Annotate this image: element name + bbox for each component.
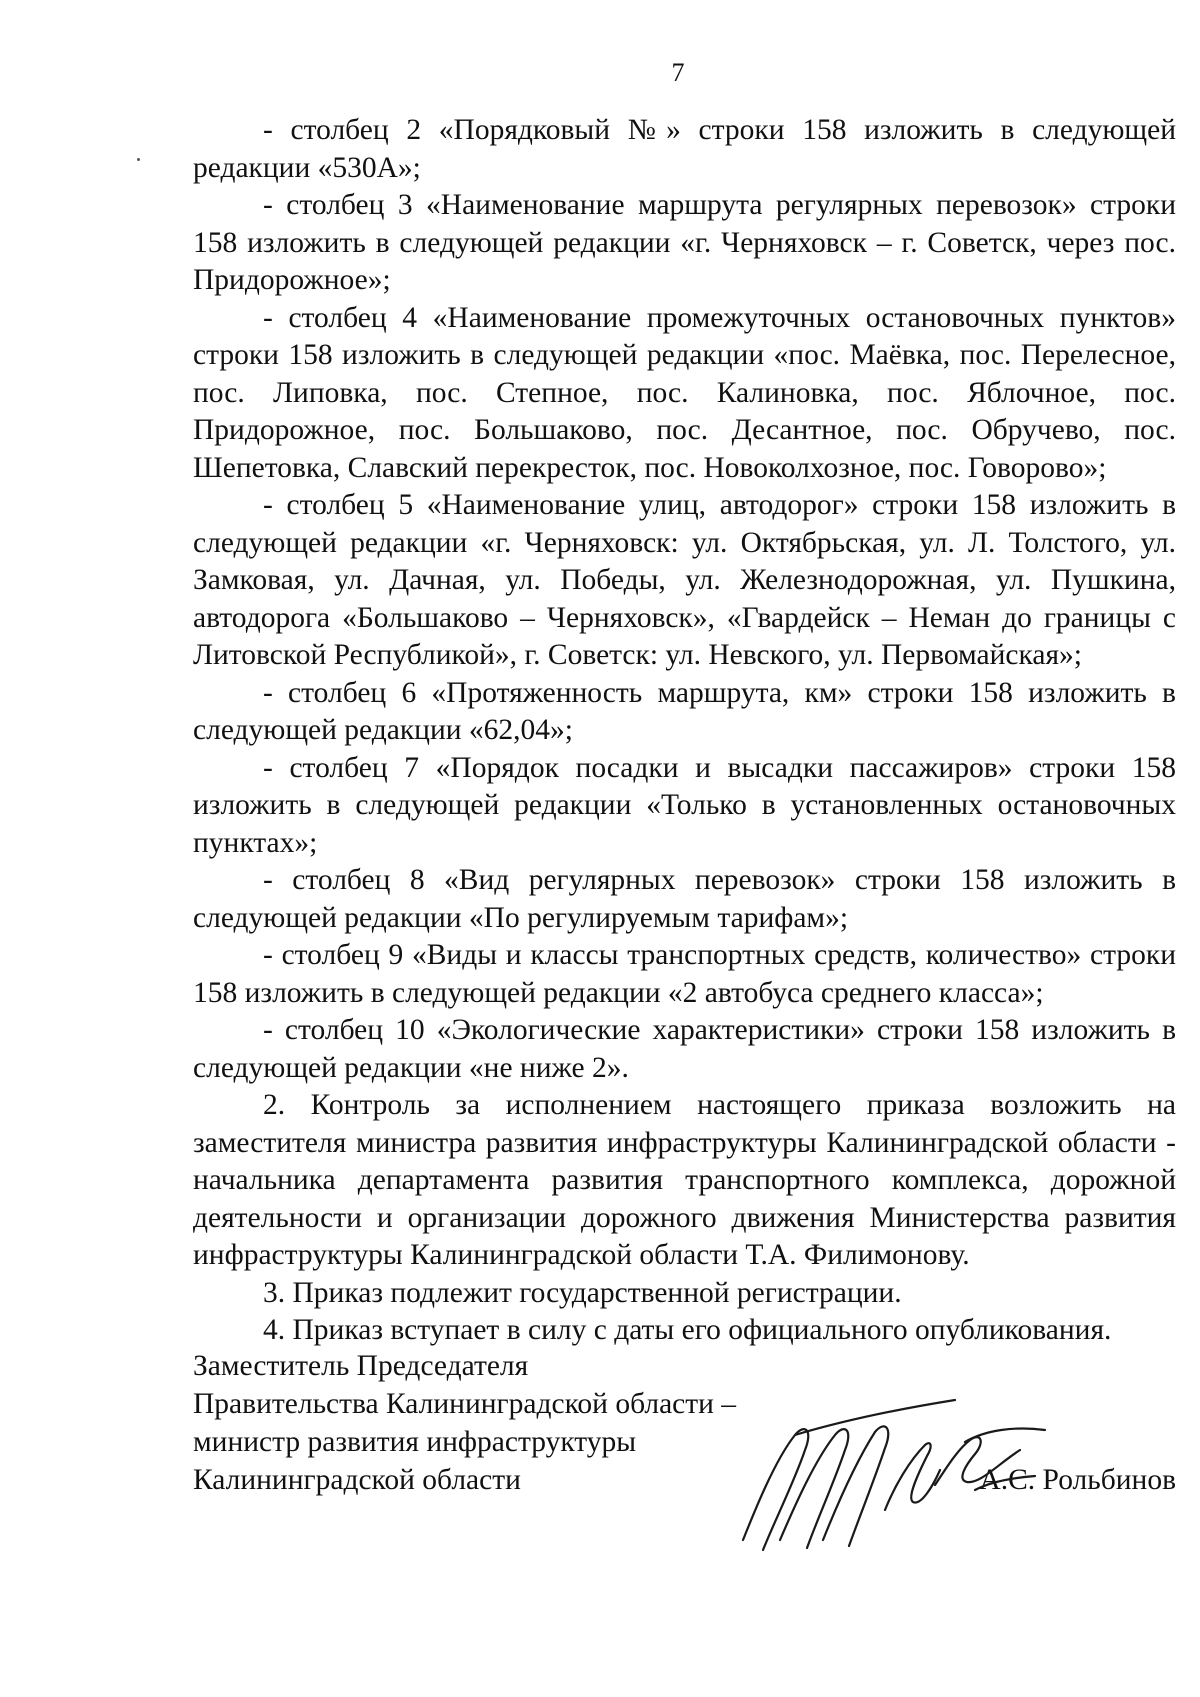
document-body xyxy=(193,112,1176,1350)
paragraph-item-3-registration: 3. Приказ подлежит государственной регистрации. xyxy=(263,1276,902,1309)
paragraph-column-8: - столбец 8 «Вид регулярных перевозок» строки 158 изложить в следующей редакции «По регулируемым тарифам»; xyxy=(193,864,1176,934)
signatory-position-line: министр развития инфраструктуры xyxy=(193,1426,637,1458)
signatory-position xyxy=(193,1347,736,1499)
signatory-position-line: Правительства Калининградской области – xyxy=(193,1388,737,1420)
paragraph-column-2: - столбец 2 «Порядковый №» строки 158 изложить в следующей редакции «530А»; xyxy=(193,114,1176,184)
signatory-name: А.С. Рольбинов xyxy=(979,1464,1176,1496)
paragraph-column-3: - столбец 3 «Наименование маршрута регулярных перевозок» строки 158 изложить в следующей редакции «г. Черняховск – г. Советск, через пос. Придорожное»; xyxy=(193,189,1176,296)
page-number: 7 xyxy=(671,58,685,87)
paragraph-column-5: - столбец 5 «Наименование улиц, автодорог» строки 158 изложить в следующей редакции «г. Черняховск: ул. Октябрьская, ул. Л. Толстого, ул. Замковая, ул. Дачная, ул. Победы, ул. Железнодорожная, ул. Пушкина, автодорога «Большаково – Черняховск», «Гвардейск – Неман до границы с Литовской Республикой», г. Советск: ул. Невского, ул. Первомайская»; xyxy=(193,489,1176,671)
paragraph-column-10: - столбец 10 «Экологические характеристики» строки 158 изложить в следующей редакции «не ниже 2». xyxy=(193,1014,1176,1084)
paragraph-column-7: - столбец 7 «Порядок посадки и высадки пассажиров» строки 158 изложить в следующей редакции «Только в установленных остановочных пунктах»; xyxy=(193,751,1176,859)
paragraph-column-4: - столбец 4 «Наименование промежуточных остановочных пунктов» строки 158 изложить в следующей редакции «пос. Маёвка, пос. Перелесное, пос. Липовка, пос. Степное, пос. Калиновка, пос. Яблочное, пос. Придорожное, пос. Большаково, пос. Десантное, пос. Обручево, пос. Шепетовка, Славский перекресток, пос. Новоколхозное, пос. Говорово»; xyxy=(193,301,1176,484)
paragraph-item-4-effective: 4. Приказ вступает в силу с даты его официального опубликования. xyxy=(263,1314,1112,1346)
signatory-position-line: Заместитель Председателя xyxy=(193,1350,529,1382)
paragraph-column-6: - столбец 6 «Протяженность маршрута, км» строки 158 изложить в следующей редакции «62,04»; xyxy=(193,676,1176,746)
scan-speck xyxy=(137,158,140,161)
signatory-position-line: Калининградской области xyxy=(193,1464,521,1496)
paragraph-column-9: - столбец 9 «Виды и классы транспортных средств, количество» строки 158 изложить в следующей редакции «2 автобуса среднего класса»; xyxy=(193,939,1176,1009)
paragraph-item-2-control: 2. Контроль за исполнением настоящего приказа возложить на заместителя министра развития инфраструктуры Калининградской области - начальника департамента развития транспортного комплекса, дорожной деятельности и организации дорожного движения Министерства развития инфраструктуры Калининградской области Т.А. Филимонову. xyxy=(193,1089,1176,1271)
handwritten-signature xyxy=(735,1390,1055,1565)
